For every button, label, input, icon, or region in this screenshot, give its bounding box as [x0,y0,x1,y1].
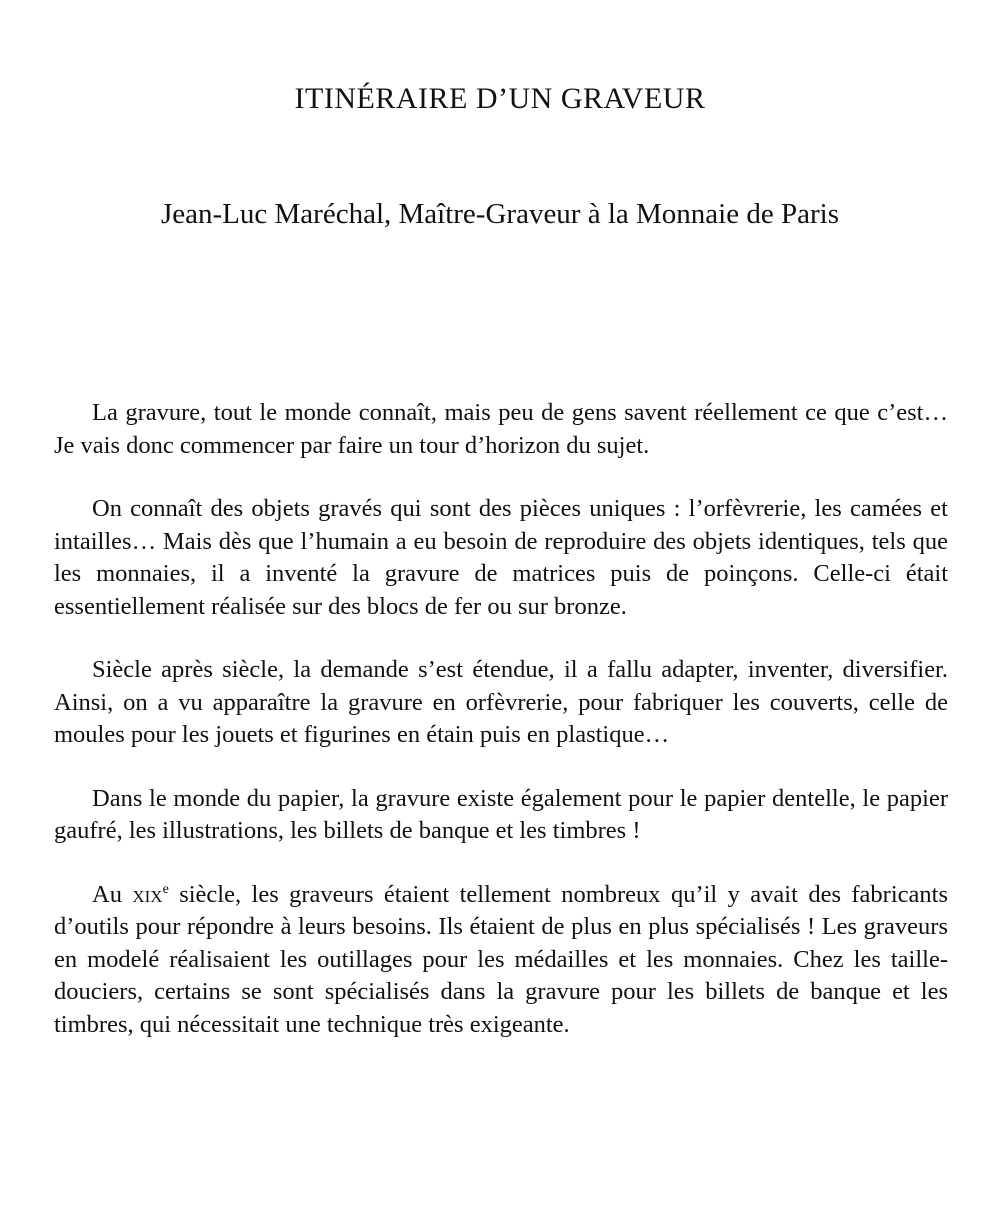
paragraph-5-text: siècle, les graveurs étaient tellement nombreux qu’il y avait des fabricants d’outils pour répondre à leurs besoins. Ils étaient de plus en plus spécialisés ! Les graveurs en modelé réalisaient les outillages pour les médailles et les monnaies. Chez les taille-douciers, certains se sont spécialisés dans la gravure pour les billets de banque et les timbres, qui nécessitait une technique très exigeante. [54,880,948,1038]
paragraph-3: Siècle après siècle, la demande s’est étendue, il a fallu adapter, inventer, diversifier. Ainsi, on a vu apparaître la gravure en orfèvrerie, pour fabriquer les couverts, celle de moules pour les jouets et figurines en étain puis en plastique… [54,656,948,748]
century-superscript: e [162,881,169,897]
paragraph-4: Dans le monde du papier, la gravure existe également pour le papier dentelle, le papier gaufré, les illustrations, les billets de banque et les timbres ! [54,784,948,844]
body-text [54,397,948,1072]
paragraph-5-lead: Au [92,880,133,908]
paragraph-5 [54,879,948,1042]
century-numeral: xix [132,880,163,908]
document-subtitle: Jean-Luc Maréchal, Maître-Graveur à la Monnaie de Paris [161,198,839,230]
paragraph-1: La gravure, tout le monde connaît, mais peu de gens savent réellement ce que c’est… Je vais donc commencer par faire un tour d’horizon du sujet. [54,399,948,459]
paragraph-2: On connaît des objets gravés qui sont des pièces uniques : l’orfèvrerie, les camées et intailles… Mais dès que l’humain a eu besoin de reproduire des objets identiques, tels que les monnaies, il a inventé la gravure de matrices puis de poinçons. Celle-ci était essentiellement réalisée sur des blocs de fer ou sur bronze. [54,495,948,620]
document-title: ITINÉRAIRE D’UN GRAVEUR [294,82,706,115]
